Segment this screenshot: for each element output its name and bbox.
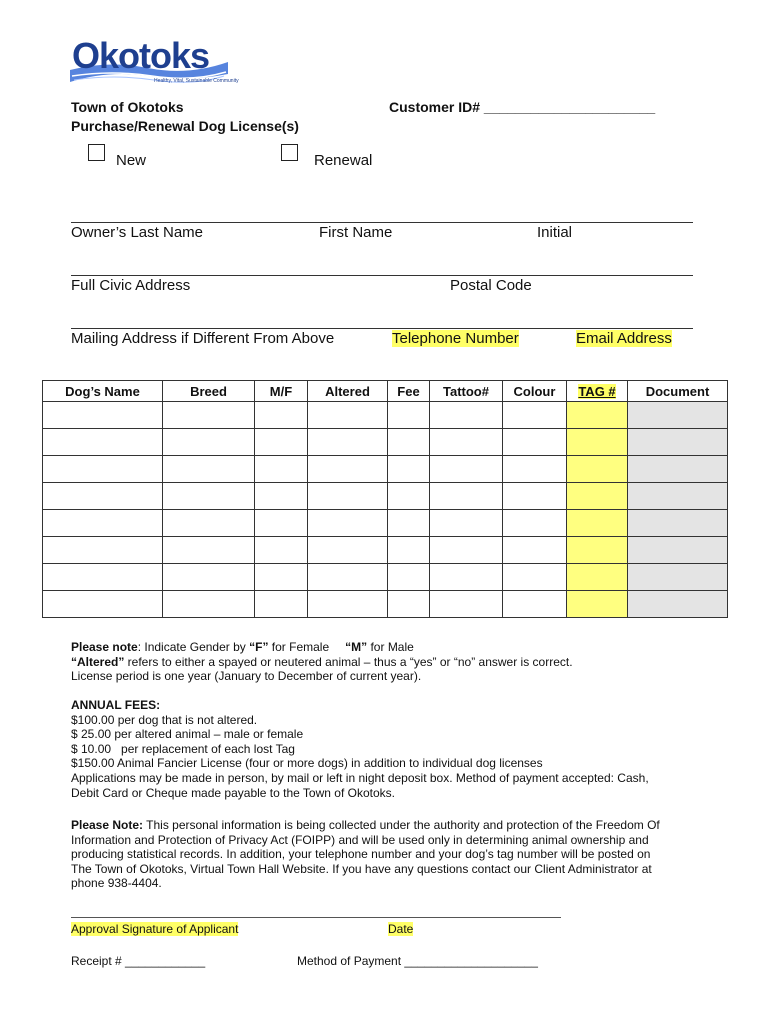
table-row	[43, 537, 728, 564]
col-altered: Altered	[308, 381, 388, 402]
tag-cell[interactable]	[567, 537, 628, 564]
svg-text:Okotoks: Okotoks	[72, 35, 210, 76]
tag-cell[interactable]	[567, 564, 628, 591]
document-cell[interactable]	[628, 591, 728, 618]
fee-line: Debit Card or Cheque made payable to the Town of Okotoks.	[71, 785, 395, 800]
colour-cell[interactable]	[503, 564, 567, 591]
altered-cell[interactable]	[308, 456, 388, 483]
payment-method-field[interactable]: Method of Payment ____________________	[297, 954, 538, 968]
fee-line: $100.00 per dog that is not altered.	[71, 712, 258, 727]
breed-cell[interactable]	[163, 510, 255, 537]
tag-cell[interactable]	[567, 483, 628, 510]
document-cell[interactable]	[628, 537, 728, 564]
altered-cell[interactable]	[308, 537, 388, 564]
col-colour: Colour	[503, 381, 567, 402]
m-quote: “M”	[345, 640, 368, 654]
mf-cell[interactable]	[255, 429, 308, 456]
receipt-field[interactable]: Receipt # ____________	[71, 954, 206, 968]
privacy-block	[71, 818, 701, 891]
breed-cell[interactable]	[163, 564, 255, 591]
tag-cell[interactable]	[567, 402, 628, 429]
dogs-name-cell[interactable]	[43, 483, 163, 510]
privacy-line: The Town of Okotoks, Virtual Town Hall Website. If you have any questions contact our Client Administrator at	[71, 861, 652, 876]
fee-line: $ 10.00 per replacement of each lost Tag	[71, 741, 295, 756]
okotoks-logo	[68, 30, 239, 88]
table-row	[43, 402, 728, 429]
table-row	[43, 483, 728, 510]
notes-block	[71, 640, 701, 684]
col-tag-label: TAG #	[578, 383, 616, 399]
fee-cell[interactable]	[388, 510, 430, 537]
tattoo-cell[interactable]	[430, 429, 503, 456]
breed-cell[interactable]	[163, 591, 255, 618]
document-cell[interactable]	[628, 429, 728, 456]
org-name: Town of Okotoks	[71, 99, 184, 115]
postal-code-label: Postal Code	[450, 277, 532, 294]
tattoo-cell[interactable]	[430, 456, 503, 483]
tag-cell[interactable]	[567, 456, 628, 483]
dogs-name-cell[interactable]	[43, 456, 163, 483]
privacy-line: phone 938-4404.	[71, 876, 162, 891]
fee-line: $150.00 Animal Fancier License (four or more dogs) in addition to individual dog licenses	[71, 756, 543, 771]
breed-cell[interactable]	[163, 483, 255, 510]
privacy-line: Information and Protection of Privacy Act (FOIPP) and will be used only in determining animal ownership and	[71, 832, 649, 847]
mf-cell[interactable]	[255, 483, 308, 510]
signature-line[interactable]	[71, 917, 561, 918]
table-header-row	[43, 381, 728, 402]
svg-text:Healthy, Vital, Sustainable Co: Healthy, Vital, Sustainable Community	[154, 78, 239, 84]
customer-id-field[interactable]: Customer ID# ______________________	[389, 99, 656, 115]
first-name-label: First Name	[319, 224, 393, 241]
dogs-name-cell[interactable]	[43, 564, 163, 591]
fee-cell[interactable]	[388, 564, 430, 591]
altered-cell[interactable]	[308, 402, 388, 429]
document-cell[interactable]	[628, 402, 728, 429]
license-period: License period is one year (January to December of current year).	[71, 669, 422, 684]
fee-cell[interactable]	[388, 591, 430, 618]
tattoo-cell[interactable]	[430, 537, 503, 564]
colour-cell[interactable]	[503, 456, 567, 483]
owner-name-line[interactable]	[71, 222, 693, 223]
mf-cell[interactable]	[255, 456, 308, 483]
approval-signature-label: Approval Signature of Applicant	[71, 922, 239, 936]
breed-cell[interactable]	[163, 429, 255, 456]
altered-cell[interactable]	[308, 429, 388, 456]
tag-cell[interactable]	[567, 591, 628, 618]
tattoo-cell[interactable]	[430, 402, 503, 429]
altered-cell[interactable]	[308, 510, 388, 537]
col-document: Document	[628, 381, 728, 402]
fee-cell[interactable]	[388, 402, 430, 429]
mf-cell[interactable]	[255, 591, 308, 618]
col-mf: M/F	[255, 381, 308, 402]
table-row	[43, 591, 728, 618]
document-cell[interactable]	[628, 483, 728, 510]
breed-cell[interactable]	[163, 537, 255, 564]
form-title: Purchase/Renewal Dog License(s)	[71, 118, 299, 134]
dogs-name-cell[interactable]	[43, 402, 163, 429]
initial-label: Initial	[537, 224, 573, 241]
fees-block	[71, 698, 701, 800]
col-breed: Breed	[163, 381, 255, 402]
mf-cell[interactable]	[255, 564, 308, 591]
tattoo-cell[interactable]	[430, 564, 503, 591]
altered-cell[interactable]	[308, 564, 388, 591]
fee-cell[interactable]	[388, 429, 430, 456]
new-checkbox[interactable]	[88, 144, 105, 161]
tattoo-cell[interactable]	[430, 591, 503, 618]
fees-title: ANNUAL FEES:	[71, 698, 161, 712]
col-tattoo: Tattoo#	[430, 381, 503, 402]
fee-cell[interactable]	[388, 483, 430, 510]
altered-text: refers to either a spayed or neutered animal – thus a “yes” or “no” answer is correct.	[124, 654, 573, 669]
dogs-name-cell[interactable]	[43, 429, 163, 456]
table-row	[43, 429, 728, 456]
mf-cell[interactable]	[255, 510, 308, 537]
renewal-label: Renewal	[314, 152, 373, 169]
fee-line: Applications may be made in person, by mail or left in night deposit box. Method of payment accepted: Cash,	[71, 770, 649, 785]
tattoo-cell[interactable]	[430, 483, 503, 510]
mailing-address-label: Mailing Address if Different From Above	[71, 330, 335, 347]
colour-cell[interactable]	[503, 429, 567, 456]
colour-cell[interactable]	[503, 402, 567, 429]
document-cell[interactable]	[628, 564, 728, 591]
colour-cell[interactable]	[503, 483, 567, 510]
dog-table	[42, 380, 728, 618]
altered-cell[interactable]	[308, 591, 388, 618]
new-label: New	[116, 152, 147, 169]
dogs-name-cell[interactable]	[43, 510, 163, 537]
colour-cell[interactable]	[503, 537, 567, 564]
date-label: Date	[388, 922, 414, 936]
fee-cell[interactable]	[388, 456, 430, 483]
tattoo-cell[interactable]	[430, 510, 503, 537]
privacy-label: Please Note:	[71, 818, 144, 832]
altered-quote: “Altered”	[71, 654, 125, 669]
address-line[interactable]	[71, 275, 693, 276]
colour-cell[interactable]	[503, 591, 567, 618]
privacy-line: This personal information is being collected under the authority and protection of the Freedom Of	[143, 818, 660, 832]
table-row	[43, 564, 728, 591]
document-cell[interactable]	[628, 456, 728, 483]
gender-text-a: : Indicate Gender by	[137, 640, 250, 654]
col-fee: Fee	[388, 381, 430, 402]
tag-cell[interactable]	[567, 429, 628, 456]
f-quote: “F”	[249, 640, 269, 654]
tag-cell[interactable]	[567, 510, 628, 537]
gender-text-b: for Female	[268, 640, 330, 654]
renewal-checkbox[interactable]	[281, 144, 298, 161]
altered-cell[interactable]	[308, 483, 388, 510]
col-tag	[567, 381, 628, 402]
colour-cell[interactable]	[503, 510, 567, 537]
document-cell[interactable]	[628, 510, 728, 537]
full-civic-address-label: Full Civic Address	[71, 277, 191, 294]
breed-cell[interactable]	[163, 402, 255, 429]
dogs-name-cell[interactable]	[43, 591, 163, 618]
please-note-label: Please note	[71, 640, 138, 654]
fee-line: $ 25.00 per altered animal – male or female	[71, 727, 304, 742]
mf-cell[interactable]	[255, 537, 308, 564]
table-row	[43, 456, 728, 483]
table-row	[43, 510, 728, 537]
mf-cell[interactable]	[255, 402, 308, 429]
telephone-label: Telephone Number	[392, 330, 519, 347]
col-dogs-name: Dog’s Name	[43, 381, 163, 402]
mailing-line[interactable]	[71, 328, 693, 329]
email-label: Email Address	[576, 330, 672, 347]
gender-text-c: for Male	[367, 640, 414, 654]
dogs-name-cell[interactable]	[43, 537, 163, 564]
privacy-line: producing statistical records. In addition, your telephone number and your dog’s tag number will be posted on	[71, 847, 651, 862]
breed-cell[interactable]	[163, 456, 255, 483]
owners-last-name-label: Owner’s Last Name	[71, 224, 203, 241]
fee-cell[interactable]	[388, 537, 430, 564]
